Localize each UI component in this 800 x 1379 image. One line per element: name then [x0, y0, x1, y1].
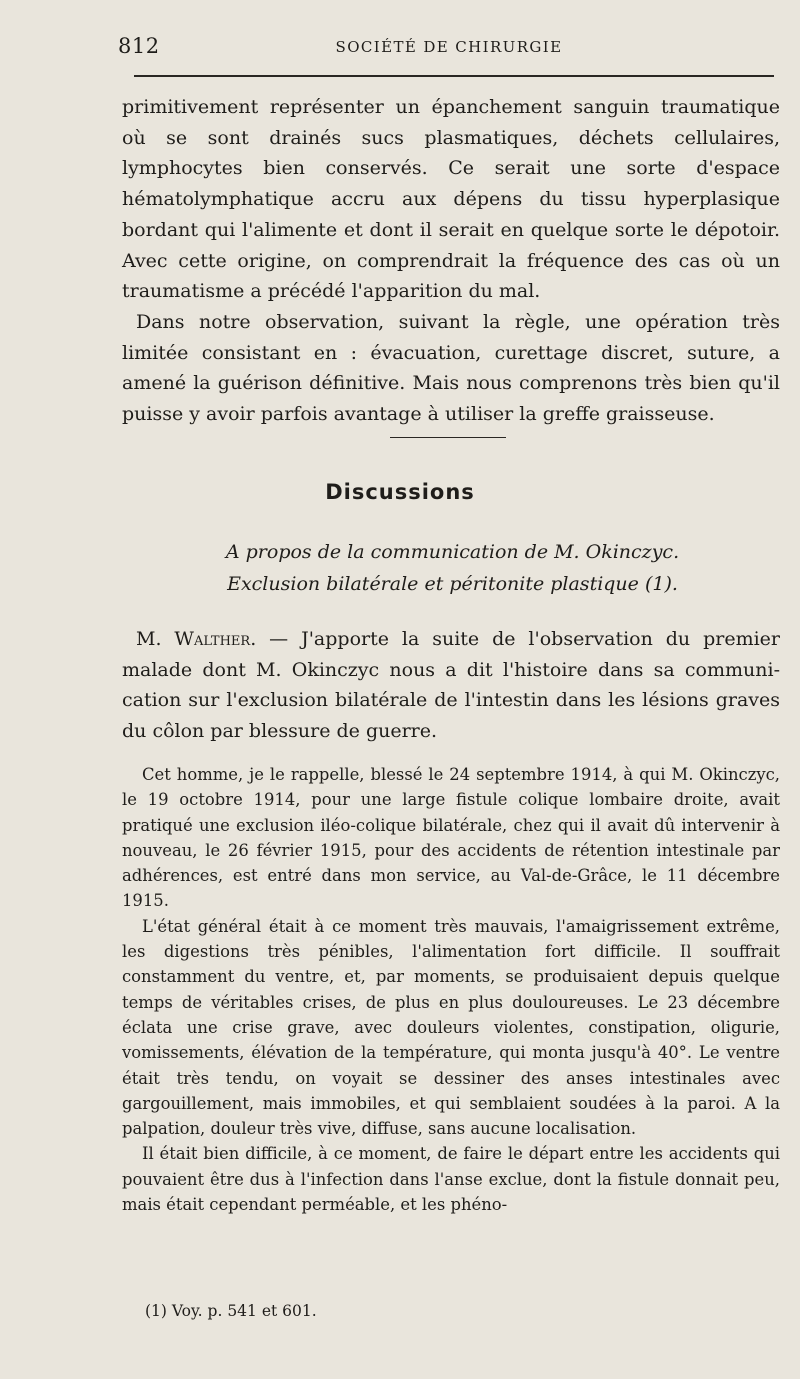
- section-subtitle: A propos de la communication de M. Okinczyc.: [225, 541, 680, 563]
- page-header: [118, 34, 780, 64]
- speaker-name: Walther.: [174, 628, 257, 650]
- section-subtitle: Exclusion bilatérale et péritonite plastique (1).: [227, 573, 678, 595]
- observation-paragraph: L'état général était à ce moment très mauvais, l'amaigrissement extrême, les digestions très pénibles, l'alimentation fort difficile. Il souffrait constamment du ventre, et, par moments, se produisaient depuis quelque temps de véritables crises, de plus en plus douloureuses. Le 23 décembre éclata une crise grave, avec douleurs violentes, constipation, oligurie, vomissements, élévation de la température, qui monta jusqu'à 40°. Le ventre était très tendu, on voyait se dessiner des anses intestinales avec gargouillement, mais immobiles, et qui semblaient soudées à la paroi. A la palpation, douleur très vive, diffuse, sans aucune localisation.: [122, 916, 780, 1139]
- footnote: (1) Voy. p. 541 et 601.: [145, 1302, 317, 1320]
- observation-paragraph: Il était bien difficile, à ce moment, de faire le départ entre les accidents qui pouvaient être dus à l'infection dans l'anse exclue, dont la fistule donnait peu, mais était cependant perméable, et les phéno-: [122, 1144, 780, 1215]
- running-title: SOCIÉTÉ DE CHIRURGIE: [335, 38, 563, 56]
- header-rule: [134, 75, 774, 77]
- intro-paragraph: Dans notre observation, suivant la règle, une opération très limitée consistant en : évacuation, curettage discret, suture, a amené la guérison définitive. Mais nous comprenons très bien qu'il puisse y avoir parfois avantage à utiliser la greffe graisseuse.: [122, 310, 780, 426]
- intro-text: [122, 92, 780, 430]
- observation-paragraph: Cet homme, je le rappelle, blessé le 24 septembre 1914, à qui M. Okinczyc, le 19 octobre 1914, pour une large fistule colique lombaire droite, avait pratiqué une exclusion iléo-colique bilatérale, chez qui il avait dû intervenir à nouveau, le 26 février 1915, pour des accidents de rétention intestinale par adhérences, est entré dans mon service, au Val-de-Grâce, le 11 décembre 1915.: [122, 765, 780, 911]
- speaker-paragraph: [122, 624, 780, 747]
- section-title: Discussions: [325, 480, 475, 504]
- intro-paragraph: primitivement représenter un épanchement sanguin traumatique où se sont drainés sucs plasmatiques, déchets cellulaires, lymphocytes bien conservés. Ce serait une sorte d'espace hématolymphatique accru aux dépens du tissu hyperplasique bordant qui l'alimente et dont il serait en quelque sorte le dépotoir. Avec cette origine, on comprendrait la fréquence des cas où un traumatisme a précédé l'apparition du mal.: [122, 96, 780, 303]
- speaker-text: — J'apporte la suite de l'observation du premier malade dont M. Okinczyc nous a dit l'histoire dans sa communication sur l'exclusion bilatérale de l'intestin dans les lésions graves du côlon par blessure de guerre.: [122, 628, 780, 743]
- observation-text: [122, 762, 780, 1217]
- page-number: 812: [118, 34, 160, 58]
- speaker-prefix: M.: [136, 628, 175, 650]
- section-divider: [390, 437, 506, 438]
